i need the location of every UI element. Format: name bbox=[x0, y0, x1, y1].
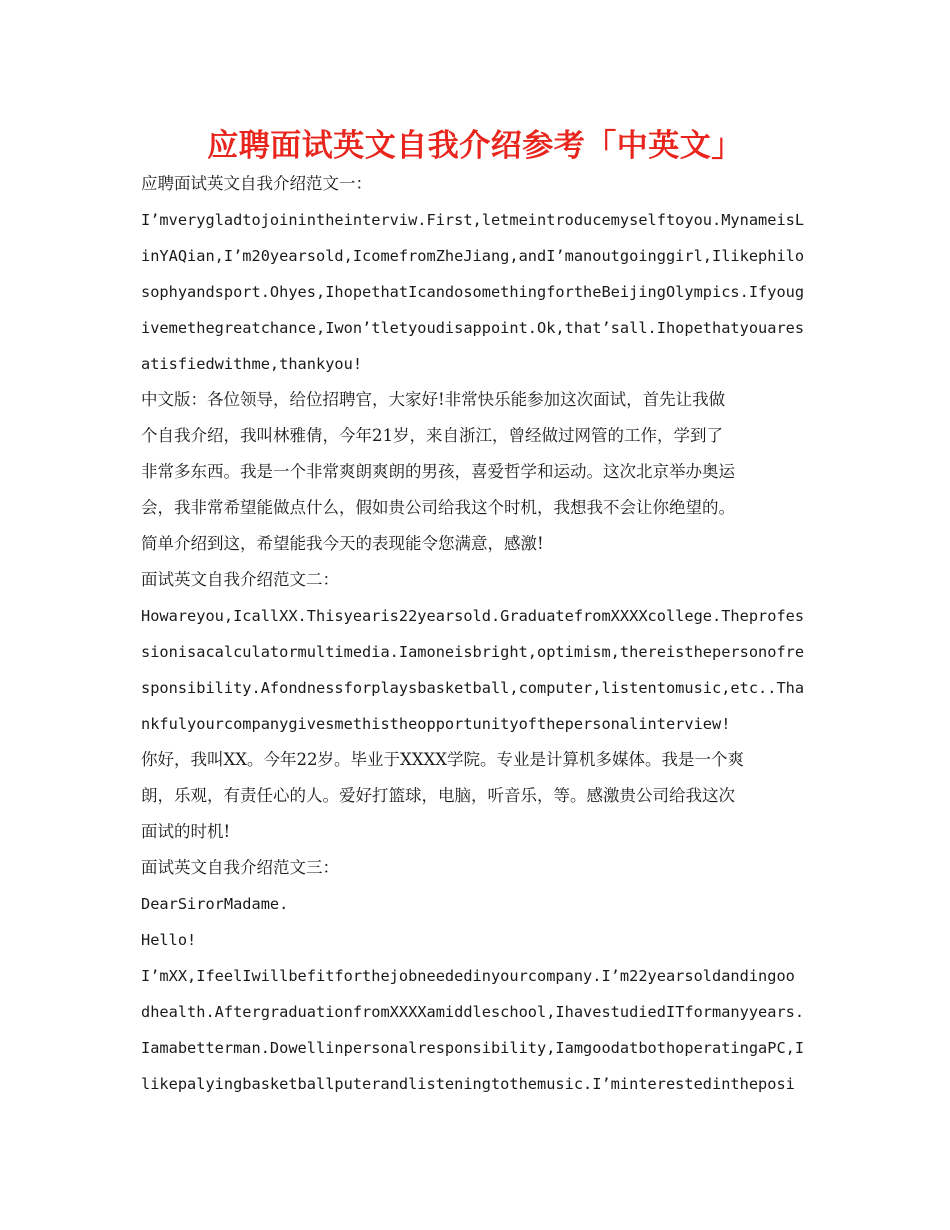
text-line: inYAQian,I’m20yearsold,IcomefromZheJiang,andI’manoutgoinggirl,Ilikephilo bbox=[141, 247, 805, 265]
text-line: 简单介绍到这，希望能我今天的表现能令您满意，感激! bbox=[141, 534, 544, 553]
text-line: 面试英文自我介绍范文三： bbox=[141, 858, 339, 877]
text-line: I’mXX,IfeelIwillbefitforthejobneededinyourcompany.I’m22yearsoldandingoo bbox=[141, 967, 795, 985]
text-line: I’mverygladtojoinintheinterviw.First,letmeintroducemyselftoyou.MynameisL bbox=[141, 211, 805, 229]
text-line: 中文版：各位领导，给位招聘官，大家好!非常快乐能参加这次面试，首先让我做 bbox=[141, 390, 726, 409]
text-line: likepalyingbasketballputerandlisteningtothemusic.I’minterestedintheposi bbox=[141, 1075, 795, 1093]
text-line: DearSirorMadame. bbox=[141, 895, 289, 913]
text-line: Iamabetterman.Dowellinpersonalresponsibility,IamgoodatbothoperatingaPC,I bbox=[141, 1039, 805, 1057]
text-line: dhealth.AftergraduationfromXXXXamiddleschool,IhavestudiedITformanyyears. bbox=[141, 1003, 805, 1021]
text-line: 个自我介绍，我叫林雅倩，今年21岁，来自浙江，曾经做过网管的工作，学到了 bbox=[141, 426, 723, 445]
document-title: 应聘面试英文自我介绍参考「中英文」 bbox=[207, 128, 743, 164]
text-line: atisfiedwithme,thankyou! bbox=[141, 355, 363, 373]
text-line: 面试英文自我介绍范文二： bbox=[141, 570, 339, 589]
text-line: ivemethegreatchance,Iwon’tletyoudisappoint.Ok,that’sall.Ihopethatyouares bbox=[141, 319, 805, 337]
text-line: sponsibility.Afondnessforplaysbasketball,computer,listentomusic,etc..Tha bbox=[141, 679, 805, 697]
text-line: Hello! bbox=[141, 931, 197, 949]
text-line: sophyandsport.Ohyes,IhopethatIcandosomethingfortheBeijingOlympics.Ifyoug bbox=[141, 283, 805, 301]
text-line: nkfulyourcompanygivesmethistheopportunityofthepersonalinterview! bbox=[141, 715, 731, 733]
document-body bbox=[141, 166, 813, 1102]
text-line: 你好，我叫XX。今年22岁。毕业于XXXX学院。专业是计算机多媒体。我是一个爽 bbox=[141, 750, 744, 769]
text-line: 应聘面试英文自我介绍范文一： bbox=[141, 174, 372, 193]
text-line: 非常多东西。我是一个非常爽朗爽朗的男孩，喜爱哲学和运动。这次北京举办奥运 bbox=[141, 462, 735, 481]
text-line: 会，我非常希望能做点什么，假如贵公司给我这个时机，我想我不会让你绝望的。 bbox=[141, 498, 735, 517]
text-line: sionisacalculatormultimedia.Iamoneisbright,optimism,thereisthepersonofre bbox=[141, 643, 805, 661]
text-line: 面试的时机! bbox=[141, 822, 231, 841]
text-line: 朗，乐观，有责任心的人。爱好打篮球，电脑，听音乐，等。感激贵公司给我这次 bbox=[141, 786, 735, 805]
text-line: Howareyou,IcallXX.Thisyearis22yearsold.GraduatefromXXXXcollege.Theprofes bbox=[141, 607, 805, 625]
